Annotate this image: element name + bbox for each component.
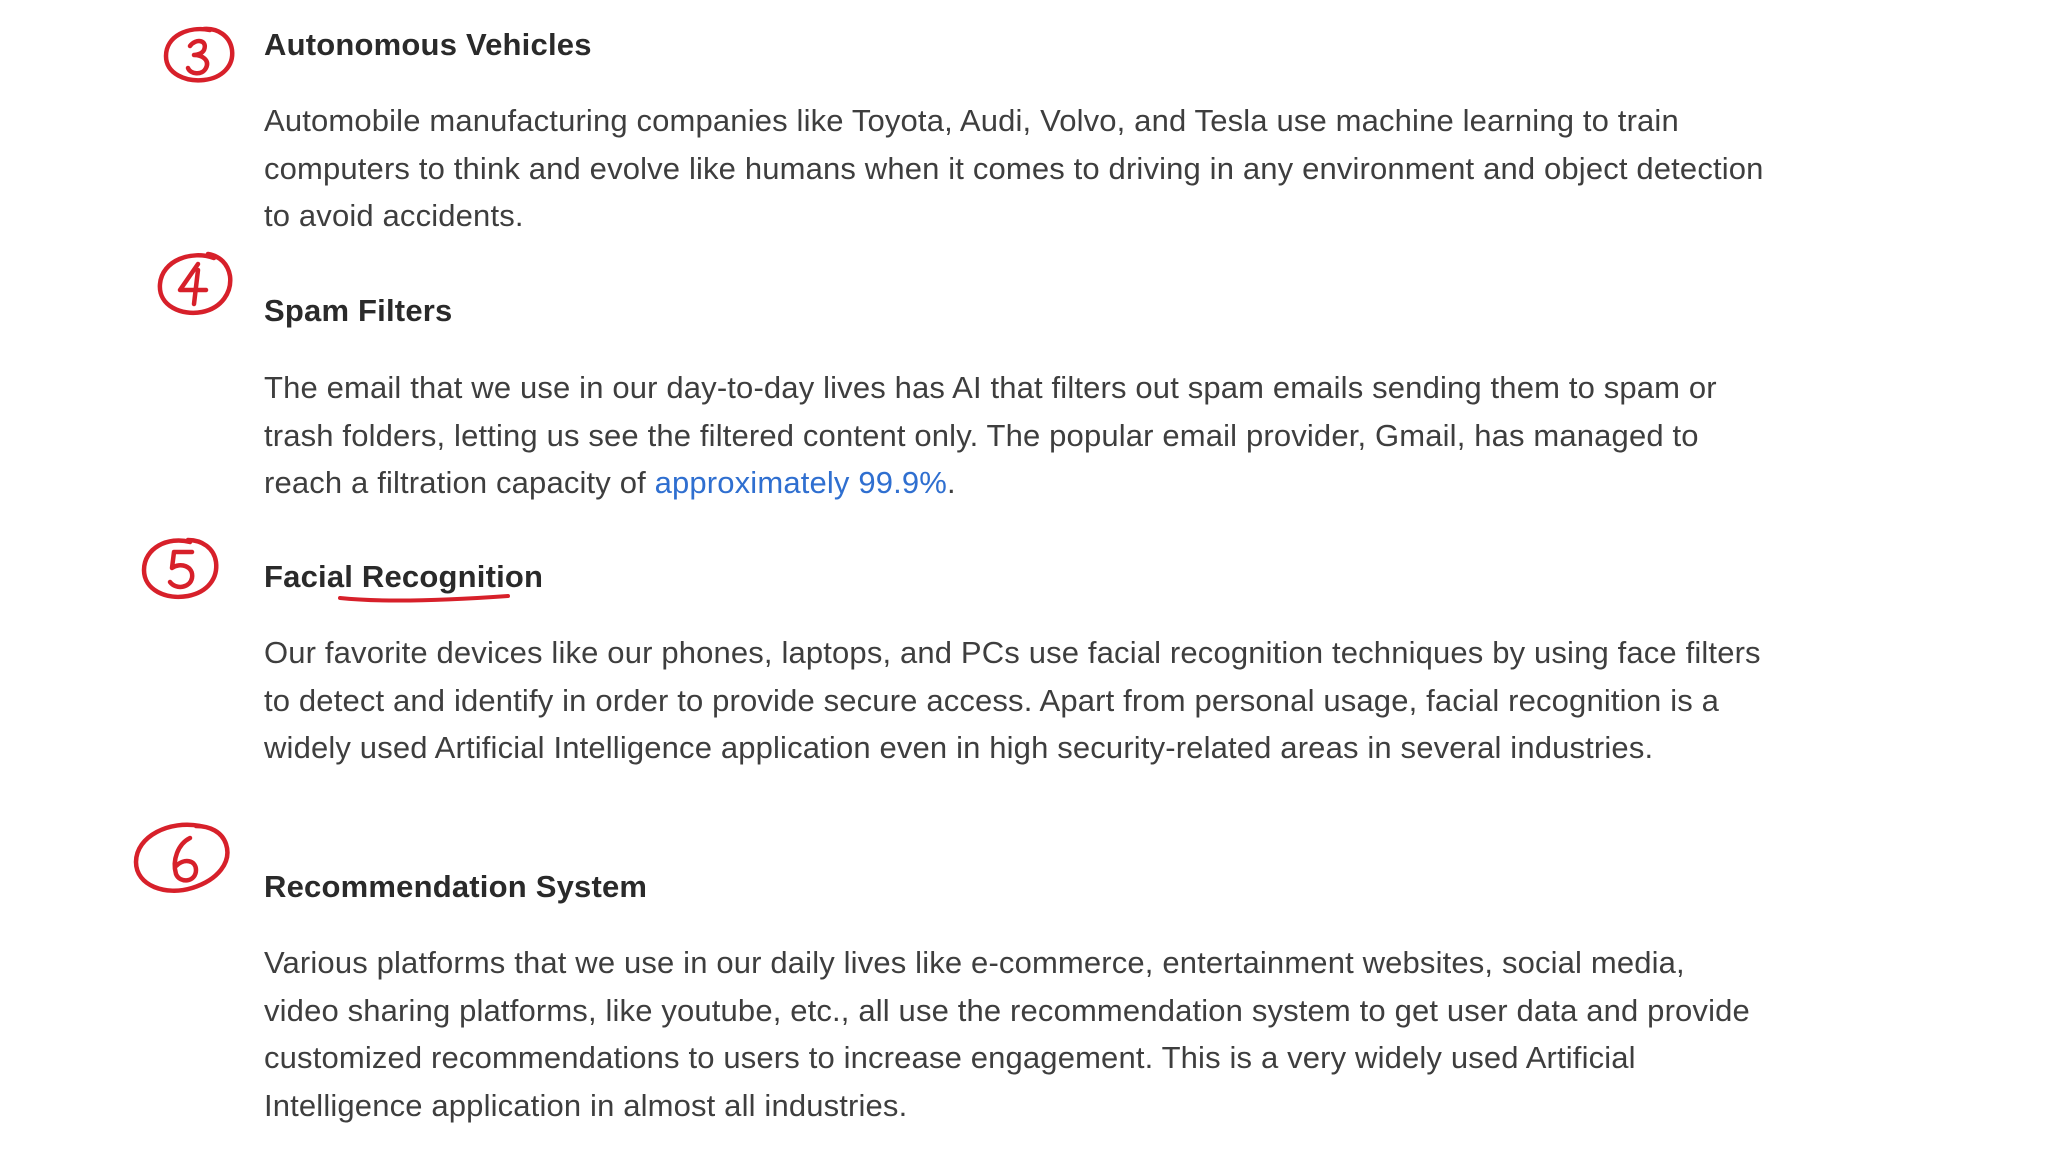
- body-text-suffix: .: [946, 465, 956, 500]
- body-text-prefix: The email that we use in our day-to-day lives has AI that filters out spam emails sending them to spam or trash folders, letting us see the filtered content only. The popular email provider, Gmail, has managed to reach a filtration capacity of: [264, 370, 1717, 500]
- section-recommendation-system: [264, 868, 1764, 1129]
- section-title: Facial Recognition: [264, 559, 544, 594]
- section-body: [264, 364, 1764, 507]
- circled-number-4-annotation: [154, 250, 236, 320]
- circled-number-6-annotation: [130, 820, 236, 898]
- section-body: Our favorite devices like our phones, laptops, and PCs use facial recognition techniques by using face filters to detect and identify in order to provide secure access. Apart from personal usage, facial recognition is a widely used Artificial Intelligence application even in high security-related areas in several industries.: [264, 635, 1761, 765]
- section-title: Spam Filters: [264, 293, 453, 328]
- section-autonomous-vehicles: [264, 26, 1764, 240]
- section-spam-filters: [264, 292, 1764, 507]
- circled-number-5-annotation: [138, 534, 222, 604]
- section-body: Automobile manufacturing companies like Toyota, Audi, Volvo, and Tesla use machine learning to train computers to think and evolve like humans when it comes to driving in any environment and object detection to avoid accidents.: [264, 103, 1764, 233]
- approximately-link[interactable]: approximately 99.9%: [654, 465, 947, 500]
- red-underline-annotation: [338, 590, 510, 606]
- circled-number-3-annotation: [160, 24, 238, 86]
- section-title: Autonomous Vehicles: [264, 27, 592, 62]
- section-body: Various platforms that we use in our daily lives like e-commerce, entertainment websites, social media, video sharing platforms, like youtube, etc., all use the recommendation system to get user data and provide customized recommendations to users to increase engagement. This is a very widely used Artificial Intelligence application in almost all industries.: [264, 945, 1750, 1123]
- section-title: Recommendation System: [264, 869, 648, 904]
